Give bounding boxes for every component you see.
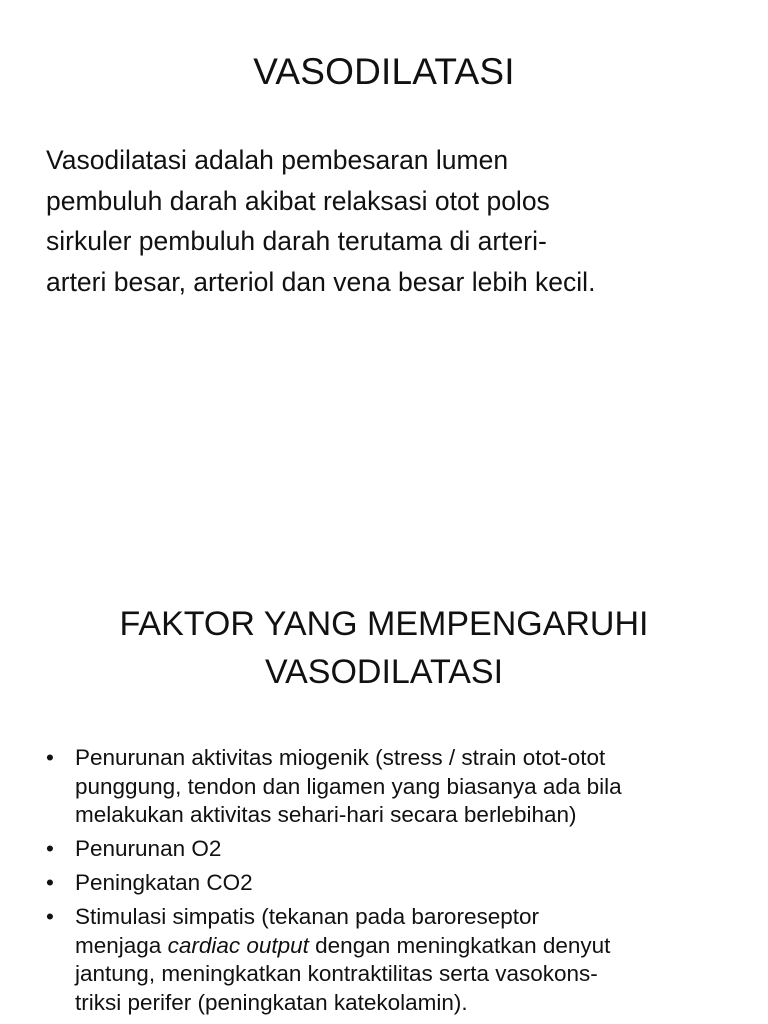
list-item-line: triksi perifer (peningkatan katekolamin). <box>75 989 468 1015</box>
list-item <box>46 835 736 864</box>
bullet-icon: • <box>46 904 54 929</box>
definition-line: arteri besar, arteriol dan vena besar lebih kecil. <box>46 266 596 297</box>
list-item-line: jantung, meningkatkan kontraktilitas serta vasokons- <box>75 961 598 986</box>
bullet-icon: • <box>46 836 54 861</box>
bullet-icon: • <box>46 870 54 895</box>
definition-paragraph <box>46 140 736 302</box>
list-item <box>46 744 736 830</box>
definition-line: sirkuler pembuluh darah terutama di arteri- <box>46 226 547 256</box>
list-item-line <box>75 932 736 961</box>
list-item-text: dengan meningkatkan denyut <box>308 932 611 958</box>
list-item-line: Penurunan O2 <box>75 836 222 861</box>
slide-title <box>0 600 768 696</box>
definition-line: pembuluh darah akibat relaksasi otot polos <box>46 185 550 216</box>
list-item <box>46 869 736 898</box>
list-item-line: Stimulasi simpatis (tekanan pada baroreseptor <box>75 904 539 929</box>
factor-list <box>46 744 736 1023</box>
list-item-line: punggung, tendon dan ligamen yang biasanya ada bila <box>75 773 622 799</box>
slide-faktor <box>0 512 768 1024</box>
definition-line: Vasodilatasi adalah pembesaran lumen <box>46 145 509 175</box>
emphasis-text: cardiac output <box>167 932 309 958</box>
list-item-line: Penurunan aktivitas miogenik (stress / strain otot-otot <box>75 745 606 770</box>
list-item-text: menjaga <box>75 932 168 958</box>
title-line: FAKTOR YANG MEMPENGARUHI <box>119 605 649 643</box>
bullet-icon: • <box>46 745 54 770</box>
list-item-line: melakukan aktivitas sehari-hari secara berlebihan) <box>75 802 577 827</box>
title-line: VASODILATASI <box>264 653 504 691</box>
list-item-line: Peningkatan CO2 <box>75 870 253 895</box>
list-item <box>46 903 736 1017</box>
slide-title: VASODILATASI <box>253 51 515 92</box>
